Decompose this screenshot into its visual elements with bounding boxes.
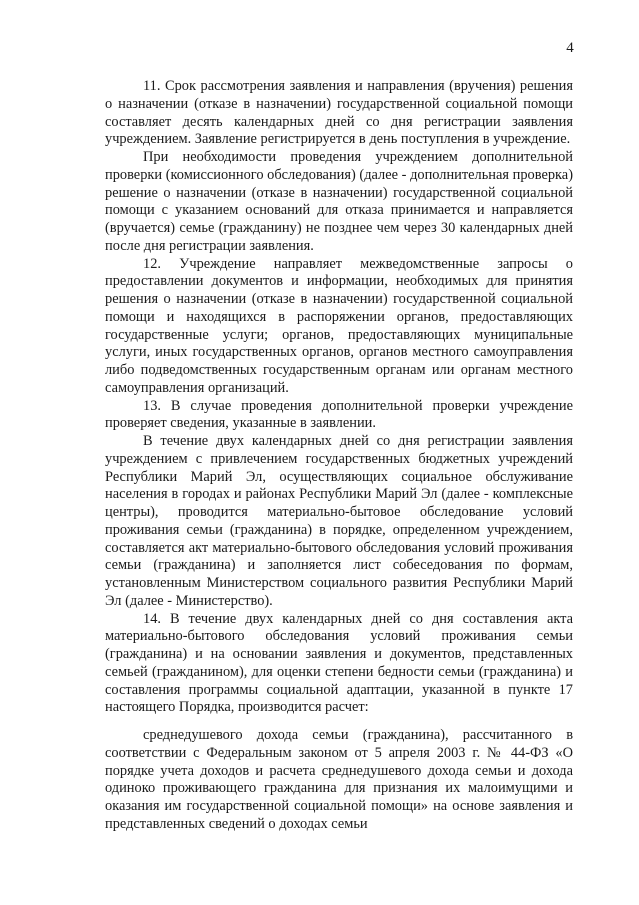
paragraph-14-income-calculation: среднедушевого дохода семьи (гражданина), рассчитанного в соответствии с Федеральным законом от 5 апреля 2003 г. № 44-ФЗ «О порядке учета доходов и расчета среднедушевого дохода семьи и дохода одиноко проживающего гражданина для признания их малоимущими и оказания им государственной социальной помощи» на основе заявления и представленных сведений о доходах семьи bbox=[105, 727, 573, 832]
paragraph-13: 13. В случае проведения дополнительной проверки учреждение проверяет сведения, указанные в заявлении. bbox=[105, 397, 573, 432]
page-number: 4 bbox=[566, 40, 574, 56]
document-body bbox=[105, 78, 573, 834]
paragraph-12: 12. Учреждение направляет межведомственные запросы о предоставлении документов и информации, необходимых для принятия решения о назначении (отказе в назначении) государственной социальной помощи и находящихся в распоряжении органов, предоставляющих государственные услуги; органов, предоставляющих муниципальные услуги, иных государственных органов, органов местного самоуправления либо подведомственных государственным органам или органам местного самоуправления организаций. bbox=[105, 255, 573, 396]
paragraph-13-inspection: В течение двух календарных дней со дня регистрации заявления учреждением с привлечением государственных бюджетных учреждений Республики Марий Эл, осуществляющих социальное обслуживание населения в городах и районах Республики Марий Эл (далее - комплексные центры), проводится материально-бытовое обследование условий проживания семьи (гражданина) в порядке, определенном учреждением, составляется акт материально-бытового обследования условий проживания семьи (гражданина) и заполняется лист собеседования по формам, установленным Министерством социального развития Республики Марий Эл (далее - Министерство). bbox=[105, 433, 573, 609]
paragraph-11: 11. Срок рассмотрения заявления и направления (вручения) решения о назначении (отказе в назначении) государственной социальной помощи составляет десять календарных дней со дня регистрации заявления учреждением. Заявление регистрируется в день поступления в учреждение. bbox=[105, 78, 573, 148]
paragraph-11-additional-check: При необходимости проведения учреждением дополнительной проверки (комиссионного обследования) (далее - дополнительная проверка) решение о назначении (отказе в назначении) государственной социальной помощи с указанием оснований для отказа принимается и направляется (вручается) семье (гражданину) не позднее чем через 30 календарных дней после дня регистрации заявления. bbox=[105, 149, 573, 254]
paragraph-14: 14. В течение двух календарных дней со дня составления акта материально-бытового обследования условий проживания семьи (гражданина) и на основании заявления и документов, представленных семьей (гражданином), для оценки степени бедности семьи (гражданина) и составления программы социальной адаптации, указанной в пункте 17 настоящего Порядка, производится расчет: bbox=[105, 610, 573, 716]
